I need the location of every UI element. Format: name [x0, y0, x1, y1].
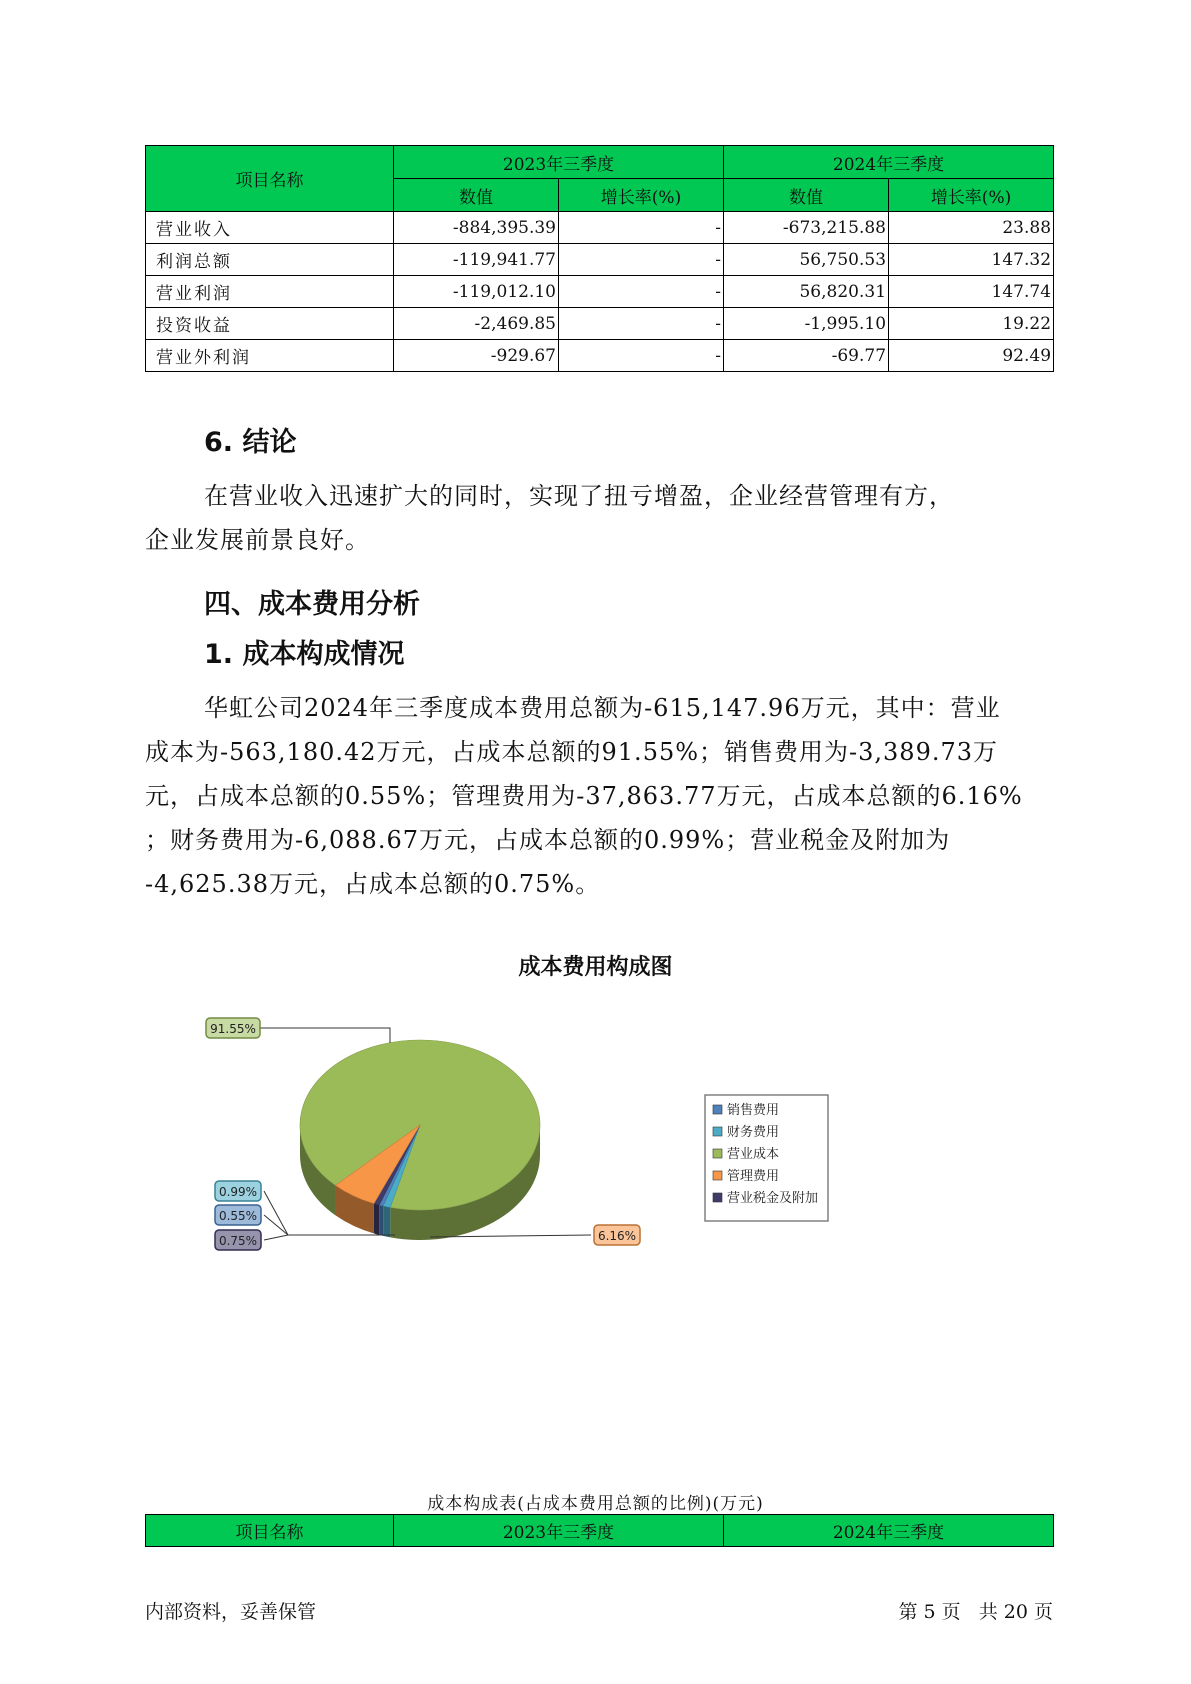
data-label-营业税金及附加 [215, 1230, 261, 1250]
table2-caption: 成本构成表(占成本费用总额的比例)(万元) [427, 1494, 764, 1514]
legend-swatch [713, 1105, 722, 1114]
period-2024-header: 2024年三季度 [724, 146, 1054, 179]
legend-label: 营业成本 [727, 1147, 780, 1162]
leader-line-营业税金及附加 [264, 1235, 395, 1240]
cost-para-line-5: -4,625.38万元，占成本总额的0.75%。 [145, 870, 601, 898]
footer-page-number: 第 5 页 共 20 页 [898, 1601, 1053, 1623]
cost-para-line-3: 元，占成本总额的0.55%；管理费用为-37,863.77万元，占成本总额的6.16% [145, 782, 1023, 810]
data-label-财务费用 [215, 1181, 261, 1201]
value-2023: -119,941.77 [394, 244, 559, 276]
data-label-text: 0.99% [218, 1185, 258, 1199]
row-name: 利润总额 [146, 244, 394, 276]
value-2024: -69.77 [724, 340, 889, 372]
data-label-text: 6.16% [597, 1229, 637, 1243]
conclusion-line-2: 企业发展前景良好。 [145, 526, 370, 554]
value-2023: -119,012.10 [394, 276, 559, 308]
footer-confidential: 内部资料，妥善保管 [145, 1601, 317, 1623]
row-name: 营业收入 [146, 212, 394, 244]
subsection-heading-cost-structure: 1. 成本构成情况 [204, 639, 405, 670]
growth-2024: 19.22 [889, 308, 1054, 340]
value-2024: -1,995.10 [724, 308, 889, 340]
cost-structure-table [145, 1514, 1054, 1547]
growth-2023: - [559, 244, 724, 276]
legend-label: 营业税金及附加 [727, 1191, 819, 1206]
value-2024: 56,750.53 [724, 244, 889, 276]
leader-line-营业成本 [259, 1028, 390, 1043]
legend-label: 财务费用 [727, 1125, 780, 1140]
cost-para-line-4: ；财务费用为-6,088.67万元，占成本总额的0.99%；营业税金及附加为 [145, 826, 951, 854]
value-2024: -673,215.88 [724, 212, 889, 244]
data-label-text: 0.75% [218, 1234, 258, 1248]
period-2023-header: 2023年三季度 [394, 146, 724, 179]
table-row [146, 340, 1054, 372]
cost-para-line-2: 成本为-563,180.42万元，占成本总额的91.55%；销售费用为-3,389.73万 [145, 738, 999, 766]
growth-2024: 147.74 [889, 276, 1054, 308]
period-2024-header: 2024年三季度 [724, 1515, 1054, 1547]
col-growth-2024: 增长率(%) [889, 179, 1054, 212]
chart-legend [705, 1095, 828, 1221]
growth-2023: - [559, 340, 724, 372]
legend-item-营业税金及附加 [713, 1190, 818, 1206]
growth-2024: 23.88 [889, 212, 1054, 244]
legend-swatch [713, 1171, 722, 1180]
legend-swatch [713, 1127, 722, 1136]
pie-side-营业税金及附加 [374, 1203, 379, 1234]
col-item-header: 项目名称 [146, 146, 394, 212]
table-row [146, 308, 1054, 340]
period-2023-header: 2023年三季度 [394, 1515, 724, 1547]
col-item-header: 项目名称 [146, 1515, 394, 1547]
value-2023: -884,395.39 [394, 212, 559, 244]
legend-swatch [713, 1193, 722, 1202]
pie-top-layer [300, 1040, 540, 1210]
data-label-销售费用 [215, 1205, 261, 1225]
cost-pie-chart [0, 990, 1191, 1290]
profit-table [145, 145, 1054, 372]
conclusion-line-1: 在营业收入迅速扩大的同时，实现了扭亏增盈，企业经营管理有方， [204, 482, 954, 510]
growth-2023: - [559, 308, 724, 340]
growth-2023: - [559, 212, 724, 244]
table-row [146, 276, 1054, 308]
value-2024: 56,820.31 [724, 276, 889, 308]
col-value-2024: 数值 [724, 179, 889, 212]
legend-label: 管理费用 [727, 1169, 780, 1184]
data-label-管理费用 [594, 1225, 640, 1245]
pie-side-销售费用 [379, 1205, 383, 1236]
value-2023: -929.67 [394, 340, 559, 372]
data-label-text: 0.55% [218, 1209, 258, 1223]
conclusion-heading: 6. 结论 [204, 427, 297, 458]
section-heading-cost: 四、成本费用分析 [204, 589, 420, 620]
growth-2023: - [559, 276, 724, 308]
growth-2024: 92.49 [889, 340, 1054, 372]
table-row [146, 212, 1054, 244]
legend-label: 销售费用 [727, 1103, 780, 1118]
data-label-营业成本 [206, 1018, 260, 1038]
table-row [146, 244, 1054, 276]
legend-swatch [713, 1149, 722, 1158]
col-value-2023: 数值 [394, 179, 559, 212]
col-growth-2023: 增长率(%) [559, 179, 724, 212]
growth-2024: 147.32 [889, 244, 1054, 276]
row-name: 营业利润 [146, 276, 394, 308]
cost-para-line-1: 华虹公司2024年三季度成本费用总额为-615,147.96万元，其中：营业 [204, 694, 1001, 722]
pie-side-财务费用 [383, 1206, 390, 1237]
value-2023: -2,469.85 [394, 308, 559, 340]
row-name: 投资收益 [146, 308, 394, 340]
row-name: 营业外利润 [146, 340, 394, 372]
chart-title: 成本费用构成图 [518, 955, 673, 980]
data-label-text: 91.55% [210, 1022, 256, 1036]
